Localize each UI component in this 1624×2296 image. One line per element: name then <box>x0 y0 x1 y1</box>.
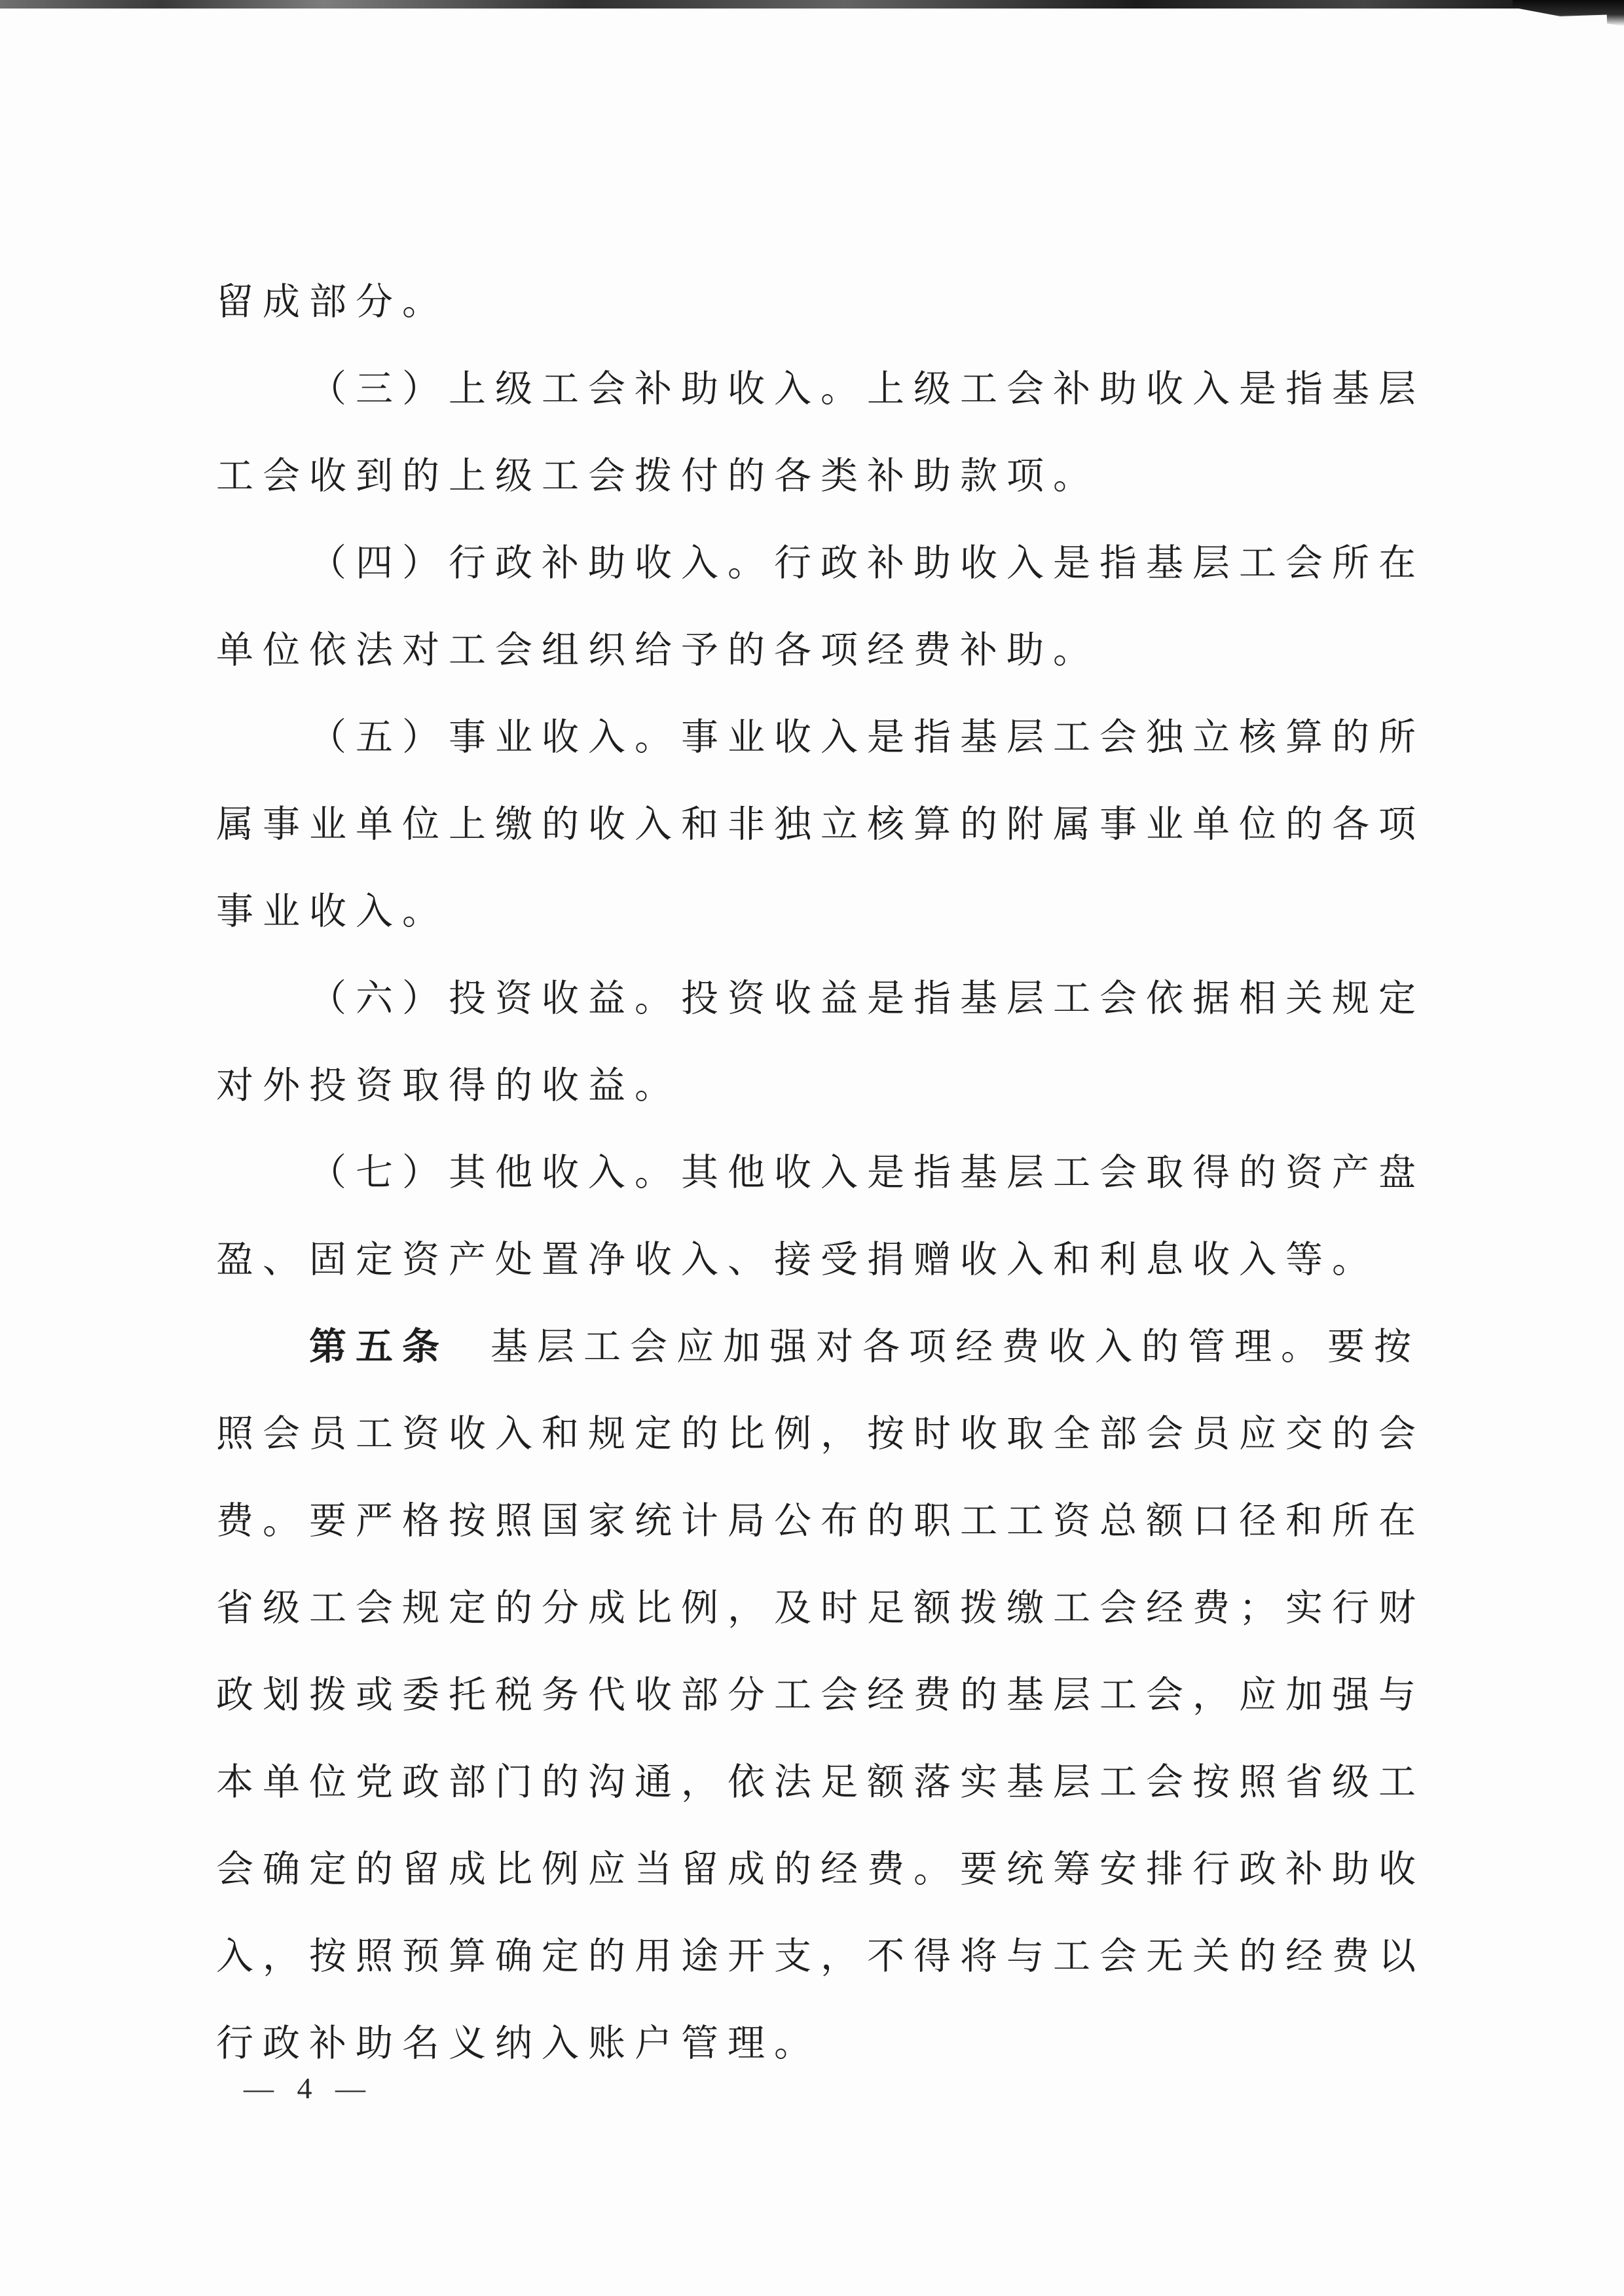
text-line: （三）上级工会补助收入。上级工会补助收入是指基层 <box>309 369 1425 410</box>
text-line: 事业收入。 <box>216 891 449 932</box>
text-line: 单位依法对工会组织给予的各项经费补助。 <box>216 630 1099 671</box>
text-line: （四）行政补助收入。行政补助收入是指基层工会所在 <box>309 543 1425 584</box>
text-line <box>216 1303 1420 1391</box>
article-number: 第五条 <box>309 1326 449 1368</box>
document-body <box>216 259 1425 2087</box>
text-line: （五）事业收入。事业收入是指基层工会独立核算的所 <box>309 717 1425 758</box>
text-line: 行政补助名义纳入账户管理。 <box>216 2023 821 2064</box>
page-number: — 4 — <box>244 2071 373 2105</box>
text-line-body: 基层工会应加强对各项经费收入的管理。要按 <box>490 1326 1420 1368</box>
text-line: 本单位党政部门的沟通，依法足额落实基层工会按照省级工 <box>216 1762 1425 1803</box>
text-line: 省级工会规定的分成比例，及时足额拨缴工会经费；实行财 <box>216 1588 1425 1629</box>
text-line: 对外投资取得的收益。 <box>216 1065 681 1106</box>
text-line: 照会员工资收入和规定的比例，按时收取全部会员应交的会 <box>216 1413 1425 1455</box>
text-line: 入，按照预算确定的用途开支，不得将与工会无关的经费以 <box>216 1936 1425 1977</box>
text-line: 盈、固定资产处置净收入、接受捐赠收入和利息收入等。 <box>216 1239 1378 1281</box>
text-line: 留成部分。 <box>216 282 449 323</box>
text-line: 政划拨或委托税务代收部分工会经费的基层工会，应加强与 <box>216 1675 1425 1716</box>
scan-artifact-notch <box>1551 15 1607 26</box>
text-line: （六）投资收益。投资收益是指基层工会依据相关规定 <box>309 978 1425 1019</box>
text-line: 会确定的留成比例应当留成的经费。要统筹安排行政补助收 <box>216 1849 1425 1890</box>
text-line: 费。要严格按照国家统计局公布的职工工资总额口径和所在 <box>216 1501 1425 1542</box>
text-line: 工会收到的上级工会拨付的各类补助款项。 <box>216 456 1099 497</box>
scan-artifact-top-band <box>0 0 1624 9</box>
text-line: 属事业单位上缴的收入和非独立核算的附属事业单位的各项 <box>216 804 1425 845</box>
text-line: （七）其他收入。其他收入是指基层工会取得的资产盘 <box>309 1152 1425 1194</box>
page-footer <box>244 2069 373 2108</box>
